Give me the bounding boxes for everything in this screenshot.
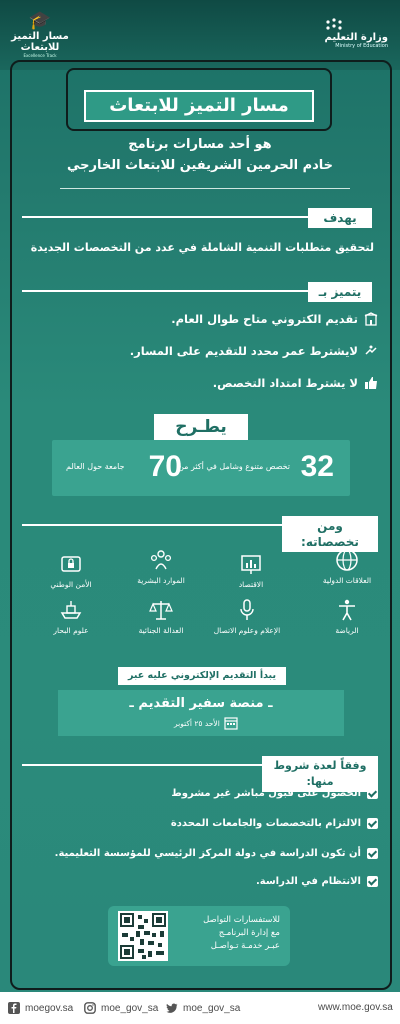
conditions-underline [22, 764, 262, 766]
checkbox-icon [367, 788, 378, 799]
specialty-label: الموارد البشرية [137, 576, 185, 585]
contact-line2: مع إدارة البرنامـج [218, 928, 280, 938]
facebook-handle: moegov.sa [25, 1002, 74, 1014]
conditions-label: وفقاً لعدة شروط منها: [262, 756, 378, 792]
website-link[interactable] [318, 1002, 393, 1013]
ministry-name-en: Ministry of Education [335, 43, 388, 49]
lock-icon [59, 552, 83, 576]
specialty-label: الإعلام وعلوم الاتصال [213, 626, 281, 635]
twitter-link[interactable] [166, 1002, 240, 1014]
specialties-count: 32 [300, 450, 334, 483]
qr-code[interactable] [118, 911, 168, 961]
apply-date: الأحد ٢٥ أكتوبر [174, 718, 220, 728]
divider [60, 188, 350, 189]
contact-text [180, 914, 280, 953]
offers-label: يطـرح [154, 414, 248, 440]
specialty-label: الأمن الوطني [50, 580, 92, 589]
ministry-name-ar: وزارة التعليم [324, 32, 388, 43]
ministry-logo [308, 14, 388, 54]
checkbox-icon [367, 876, 378, 887]
calendar-icon [224, 716, 238, 730]
specialty-human-resources [126, 548, 196, 585]
specialty-international-relations [312, 548, 382, 585]
footer [0, 992, 400, 1024]
people-icon [149, 548, 173, 572]
specialty-national-security [36, 552, 106, 589]
graduation-cap-icon: 🎓 [28, 10, 52, 31]
goal-label: يهدف [308, 208, 372, 228]
contact-line3: عبـر خدمـة تـواصـل [210, 941, 280, 951]
logo-en: Excellence Track [23, 53, 57, 58]
thumbs-up-icon [364, 376, 378, 390]
feature-text-3: لا يشترط امتداد التخصص. [212, 376, 358, 390]
excellence-track-logo [10, 10, 70, 60]
goal-underline [22, 216, 322, 218]
scales-icon [149, 598, 173, 622]
features-label: يتميز بـ [308, 282, 372, 302]
condition-item-3 [55, 848, 378, 859]
facebook-link[interactable] [8, 1002, 73, 1014]
facebook-icon [8, 1002, 20, 1014]
platform-box [58, 690, 344, 736]
twitter-icon [166, 1002, 178, 1014]
condition-text: الانتظام في الدراسة. [255, 876, 361, 887]
condition-item-1 [171, 788, 378, 799]
instagram-icon [84, 1002, 96, 1014]
feature-item-1 [171, 312, 378, 326]
goal-text: لتحقيق متطلبات التنمية الشاملة في عدد من التخصصات الجديدة [30, 241, 374, 254]
ship-icon [59, 598, 83, 622]
microphone-icon [235, 598, 259, 622]
logo-line1: مسار التميز [11, 31, 69, 42]
contact-line1: للاستفسارات التواصل [203, 915, 280, 925]
specialties-underline [22, 524, 282, 526]
specialty-criminal-justice [126, 598, 196, 635]
condition-item-2 [171, 818, 378, 829]
twitter-handle: moe_gov_sa [183, 1002, 241, 1014]
feature-item-3 [213, 376, 378, 390]
instagram-handle: moe_gov_sa [101, 1002, 159, 1014]
specialty-economics [216, 552, 286, 589]
universities-count: 70 [148, 450, 182, 483]
globe-icon [335, 548, 359, 572]
features-underline [22, 290, 322, 292]
specialty-media [212, 598, 282, 635]
logo-line2: للابتعاث [20, 42, 60, 53]
offers-text-end: جامعة حول العالم [66, 462, 125, 471]
page-title: مسار التميز للابتعاث [84, 90, 314, 122]
specialties-label: ومن تخصصاته: [282, 516, 378, 552]
specialty-sports [312, 598, 382, 635]
condition-text: أن تكون الدراسة في دولة المركز الرئيسي للمؤسسة التعليمية. [54, 848, 361, 859]
condition-item-4 [256, 876, 378, 887]
apply-date-row [174, 716, 238, 730]
checkbox-icon [367, 848, 378, 859]
specialty-label: علوم البحار [53, 626, 89, 635]
specialty-label: الاقتصاد [238, 580, 264, 589]
website-url: www.moe.gov.sa [318, 1002, 393, 1013]
specialty-marine-sciences [36, 598, 106, 635]
subtitle-line1: هو أحد مسارات برنامج [128, 137, 272, 152]
specialty-label: الرياضة [335, 626, 359, 635]
feature-item-2 [130, 344, 378, 358]
specialty-label: العدالة الجنائية [138, 626, 184, 635]
feature-text-1: تقديم الكتروني متاح طوال العام. [171, 312, 358, 326]
ministry-mark-icon [324, 16, 344, 36]
sports-icon [335, 598, 359, 622]
specialty-label: العلاقات الدولية [322, 576, 372, 585]
condition-text: الالتزام بالتخصصات والجامعات المحددة [170, 818, 361, 829]
chart-icon [239, 552, 263, 576]
instagram-link[interactable] [84, 1002, 158, 1014]
contact-box [108, 906, 290, 966]
building-icon [364, 312, 378, 326]
feature-text-2: لايشترط عمر محدد للتقديم على المسار. [129, 344, 358, 358]
checkbox-icon [367, 818, 378, 829]
apply-label: يبدأ التقديم الإلكتروني عليه عبر [118, 667, 286, 685]
platform-name: ـ منصة سفير التقديم ـ [129, 696, 273, 711]
offers-box [52, 440, 350, 496]
offers-text-middle: تخصص متنوع وشامل في أكثر من [178, 462, 290, 471]
hands-icon [364, 344, 378, 358]
subtitle-line2: خادم الحرمين الشريفين للابتعاث الخارجي [66, 158, 334, 173]
condition-text: الحصول على قبول مباشر غير مشروط [171, 788, 361, 799]
